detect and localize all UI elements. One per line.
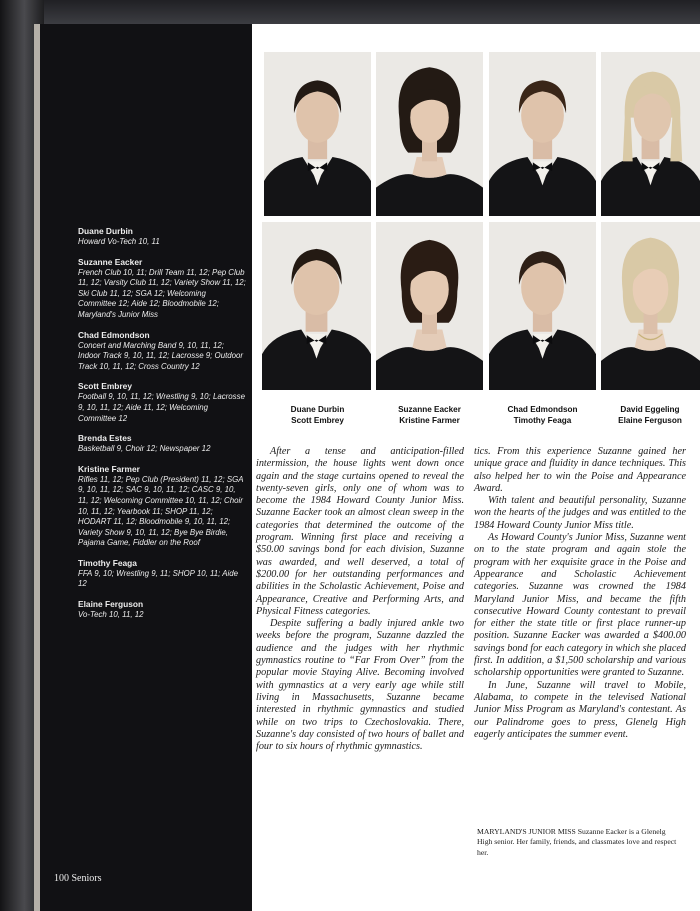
portrait-duane-durbin	[264, 52, 371, 216]
caption-top-name: Duane Durbin	[290, 405, 345, 414]
bio-name: Scott Embrey	[78, 381, 132, 392]
bio-entry	[78, 433, 246, 455]
page-top-edge	[0, 0, 700, 24]
portrait-timothy-feaga	[489, 222, 596, 390]
bio-entry	[78, 330, 246, 373]
portrait-chad-edmondson	[489, 52, 596, 216]
article-column-2	[474, 446, 686, 741]
photo-caption	[264, 405, 371, 426]
caption-bottom-name: Elaine Ferguson	[618, 415, 682, 425]
bio-name: Chad Edmondson	[78, 329, 150, 340]
bio-entry	[78, 381, 246, 424]
article-paragraph: In June, Suzanne will travel to Mobile, Alabama, to compete in the televised National Junior Miss Program as Maryland's contestant. As our Palindrome goes to press, Glenelg High eagerly anticipates the summer event.	[474, 679, 686, 740]
caption-bottom-name: Scott Embrey	[291, 415, 344, 425]
photo-caption	[489, 405, 596, 426]
article-paragraph: tics. From this experience Suzanne gained her unique grace and fluidity in dance techniques. This also helped her to win the Poise and Appearance Award.	[474, 446, 686, 494]
bio-activities: French Club 10, 11; Drill Team 11, 12; Pep Club 11, 12; Varsity Club 11, 12; Variety Show 11, 12; Ski Club 11, 12; SGA 12; Welcoming Committee 12; Aide 12; Bloodmobile 12; Maryland's Junior Miss	[78, 267, 246, 319]
bio-activities: Howard Vo-Tech 10, 11	[78, 237, 160, 246]
bio-name: Duane Durbin	[78, 226, 133, 236]
caption-top-name: Chad Edmondson	[507, 405, 578, 414]
article-paragraph: With talent and beautiful personality, Suzanne won the hearts of the judges and was entitled to the 1984 Howard County Junior Miss title.	[474, 495, 686, 531]
portrait-elaine-ferguson	[601, 222, 700, 390]
bio-entry	[78, 464, 246, 549]
senior-bios	[78, 226, 246, 630]
portrait-kristine-farmer	[376, 222, 483, 390]
bio-name: Elaine Ferguson	[78, 599, 144, 610]
bio-activities: FFA 9, 10; Wrestling 9, 11; SHOP 10, 11; Aide 12	[78, 568, 239, 589]
bio-name: Suzanne Eacker	[78, 256, 143, 267]
bio-activities: Rifles 11, 12; Pep Club (President) 11, 12; SGA 9, 10, 11, 12; SAC 9, 10, 11, 12; CASC 9, 10, 11, 12; Welcoming Committee 10, 11, 12; Choir 10, 11, 12; Yearbook 11; SHOP 11, 12; HODART 11, 12; Bloodmobile 9, 10, 11, 12; Variety Show 9, 10, 11, 12; Bye Bye Birdie, Pajama Game, Fiddler on the Roof	[78, 474, 244, 548]
bio-entry	[78, 558, 246, 590]
page-folio: 100 Seniors	[54, 873, 102, 884]
bio-entry	[78, 599, 246, 621]
portrait-david-eggeling	[601, 52, 700, 216]
photo-caption	[376, 405, 483, 426]
caption-bottom-name: Kristine Farmer	[399, 415, 460, 425]
caption-top-name: David Eggeling	[620, 405, 680, 414]
photo-caption	[602, 405, 698, 426]
caption-bottom-name: Timothy Feaga	[513, 415, 572, 425]
photo-cutline: MARYLAND'S JUNIOR MISS Suzanne Eacker is a Glenelg High senior. Her family, friends, and classmates love and respect her.	[477, 827, 677, 857]
bio-entry	[78, 226, 246, 248]
article-paragraph: As Howard County's Junior Miss, Suzanne went on to the state program and again stole the program with her exquisite grace in the Poise and Appearance and Scholastic Achievement categories. Suzanne was crowned the 1984 Maryland Junior Miss, and became the fifth consecutive Howard County contestant to prevail for either the state title or first place runner-up position. Suzanne Eacker was awarded a $400.00 savings bond for each category in which she placed first. In addition, a $1,500 scholarship and various scholarship opportunities were granted to Suzanne.	[474, 532, 686, 679]
article-column-1	[256, 446, 464, 753]
bio-activities: Football 9, 10, 11, 12; Wrestling 9, 10; Lacrosse 9, 10, 11, 12; Aide 11, 12; Welcoming Committee 12	[78, 392, 245, 423]
bio-activities: Vo-Tech 10, 11, 12	[78, 610, 144, 620]
portrait-scott-embrey	[262, 222, 371, 390]
bio-activities: Concert and Marching Band 9, 10, 11, 12; Indoor Track 9, 10, 11, 12; Lacrosse 9; Outdoor Track 10, 11, 12; Cross Country 12	[78, 340, 244, 371]
bio-name: Kristine Farmer	[78, 463, 140, 474]
caption-top-name: Suzanne Eacker	[398, 405, 461, 414]
article-paragraph: After a tense and anticipation-filled intermission, the house lights went down once again and the stage curtains opened to reveal the twenty-seven girls, only one of whom was to become the 1984 Howard County Junior Miss. Suzanne Eacker took an almost clean sweep in the categories that determined the outcome of the program. Winning first place and receiving a $50.00 savings bond for each division, Suzanne was awarded, and well deserved, a total of $200.00 for her outstanding performances and abilities in the Scholastic Achievement, Poise and Appearance, Creative and Performing Arts, and Physical Fitness categories.	[256, 446, 464, 617]
bio-name: Brenda Estes	[78, 433, 132, 444]
bio-name: Timothy Feaga	[78, 557, 137, 568]
bio-activities: Basketball 9, Choir 12; Newspaper 12	[78, 444, 211, 454]
portrait-suzanne-eacker	[376, 52, 483, 216]
article-paragraph: Despite suffering a badly injured ankle two weeks before the program, Suzanne dazzled the audience and the judges with her rhythmic gymnastics routine to “Far From Over” from the popular movie Staying Alive. Becoming involved with gymnastics at a very early age while still living in Massachusetts, Suzanne became interested in rhythmic gymnastics and studied while on two trips to Czechoslovakia. There, Suzanne's day consisted of two hours of ballet and four to six hours of rhythmic gymnastics.	[256, 618, 464, 753]
bio-entry	[78, 257, 246, 321]
